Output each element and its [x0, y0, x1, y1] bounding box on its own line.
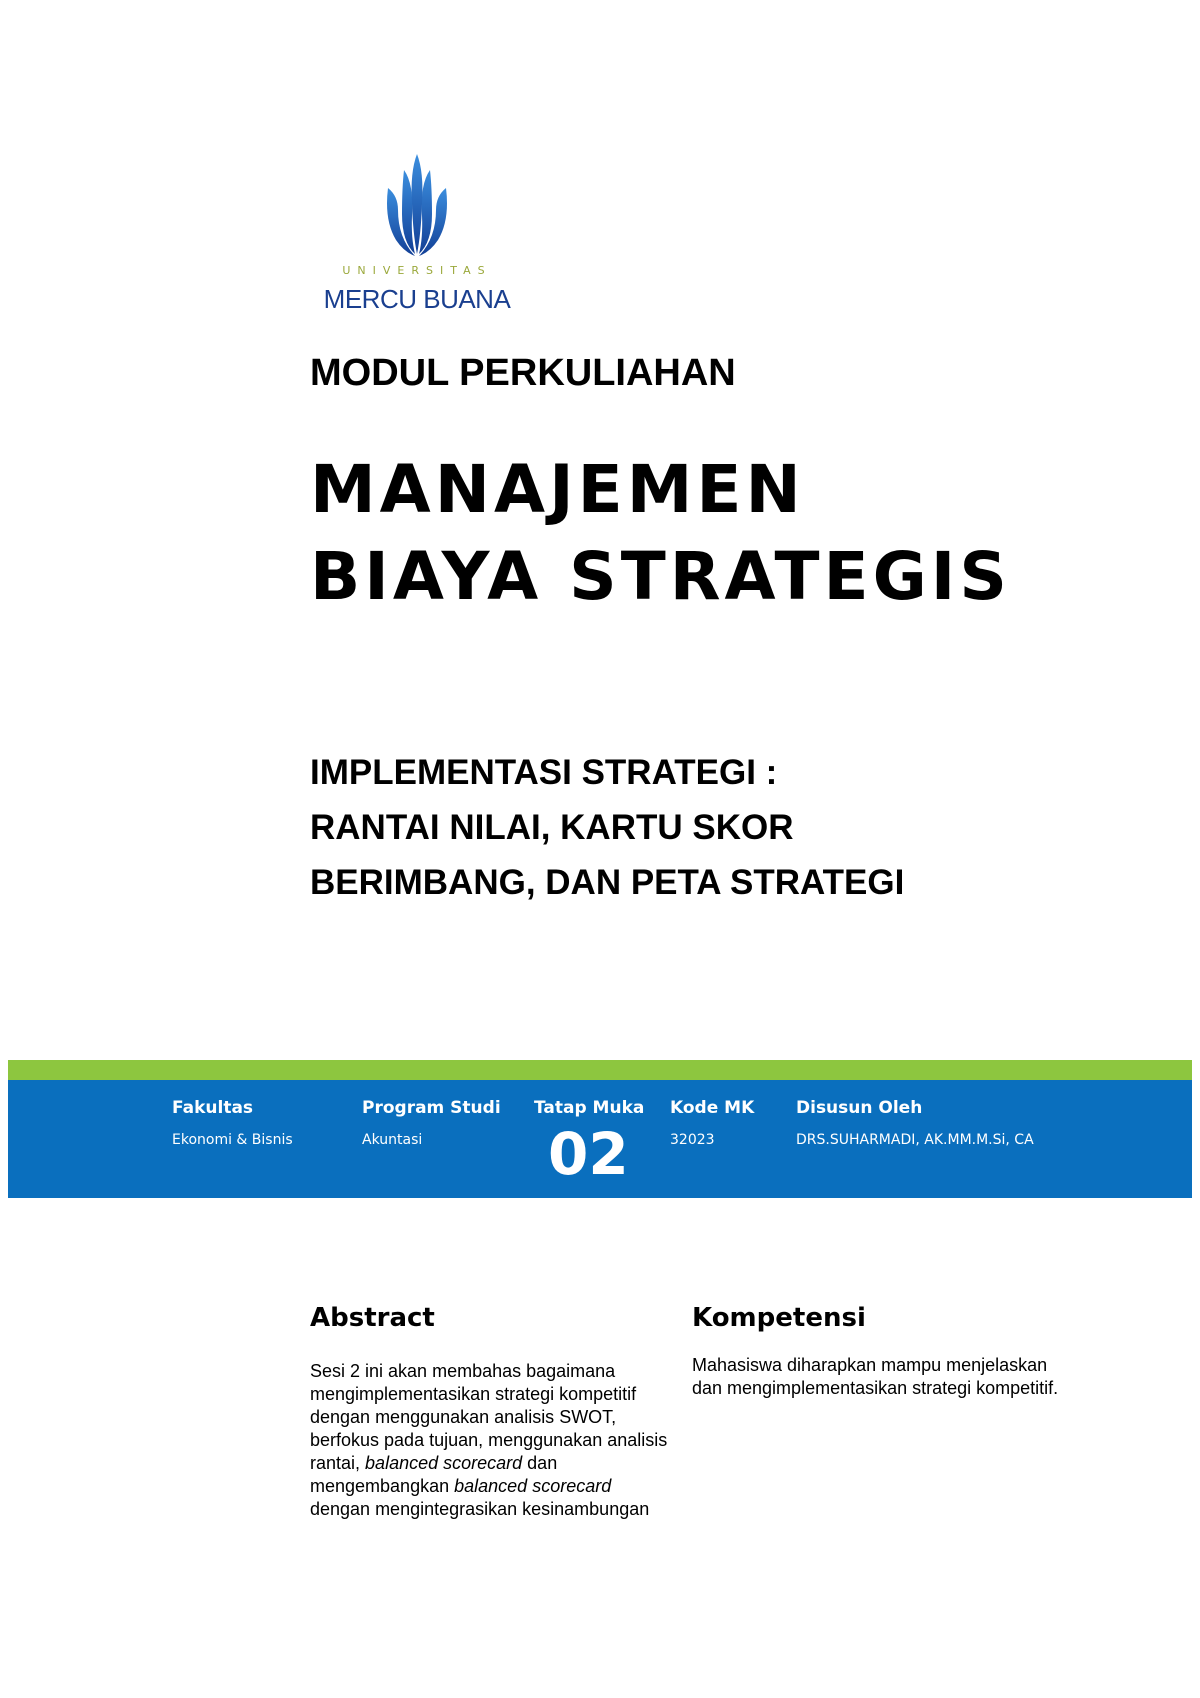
course-title [310, 446, 1011, 620]
abstract-text-part1: Sesi 2 ini akan membahas bagaimana mengimplementasikan strategi kompetitif dengan menggunakan analisis SWOT, berfokus pada tujuan, menggunakan analisis rantai, [310, 1361, 668, 1473]
program-studi-value: Akuntasi [362, 1132, 423, 1148]
course-title-line1: MANAJEMEN [310, 451, 805, 528]
tatap-muka-label: Tatap Muka [534, 1098, 645, 1118]
subtitle-line1: IMPLEMENTASI STRATEGI : [310, 753, 778, 792]
fakultas-value: Ekonomi & Bisnis [172, 1132, 293, 1148]
university-logo [310, 146, 524, 318]
abstract-text-part3: dengan mengintegrasikan kesinambungan [310, 1499, 650, 1519]
kode-mk-value: 32023 [670, 1132, 715, 1148]
tatap-muka-number: 02 [548, 1120, 629, 1188]
abstract-text [310, 1360, 675, 1521]
subtitle-line2: RANTAI NILAI, KARTU SKOR [310, 808, 794, 847]
course-title-line2: BIAYA STRATEGIS [310, 538, 1011, 615]
kompetensi-text: Mahasiswa diharapkan mampu menjelaskan dan mengimplementasikan strategi kompetitif. [692, 1355, 1059, 1398]
program-studi-label: Program Studi [362, 1098, 501, 1118]
subtitle-line3: BERIMBANG, DAN PETA STRATEGI [310, 863, 905, 902]
abstract-heading: Abstract [310, 1303, 435, 1333]
abstract-text-part2: dan mengembangkan [310, 1453, 558, 1496]
abstract-text-italic2: balanced scorecard [454, 1476, 612, 1496]
session-subtitle [310, 745, 904, 910]
info-bar [8, 1080, 1192, 1198]
modul-label: MODUL PERKULIAHAN [310, 352, 736, 394]
abstract-text-italic1: balanced scorecard [365, 1453, 523, 1473]
flame-logo-icon [384, 154, 450, 258]
kode-mk-label: Kode MK [670, 1098, 755, 1118]
logo-university-name: MERCU BUANA [323, 284, 511, 314]
green-divider-bar [8, 1060, 1192, 1080]
fakultas-label: Fakultas [172, 1098, 254, 1118]
disusun-oleh-value: DRS.SUHARMADI, AK.MM.M.Si, CA [796, 1132, 1034, 1148]
kompetensi-heading: Kompetensi [692, 1303, 866, 1333]
disusun-oleh-label: Disusun Oleh [796, 1098, 923, 1118]
logo-universitas-text: UNIVERSITAS [342, 264, 492, 277]
